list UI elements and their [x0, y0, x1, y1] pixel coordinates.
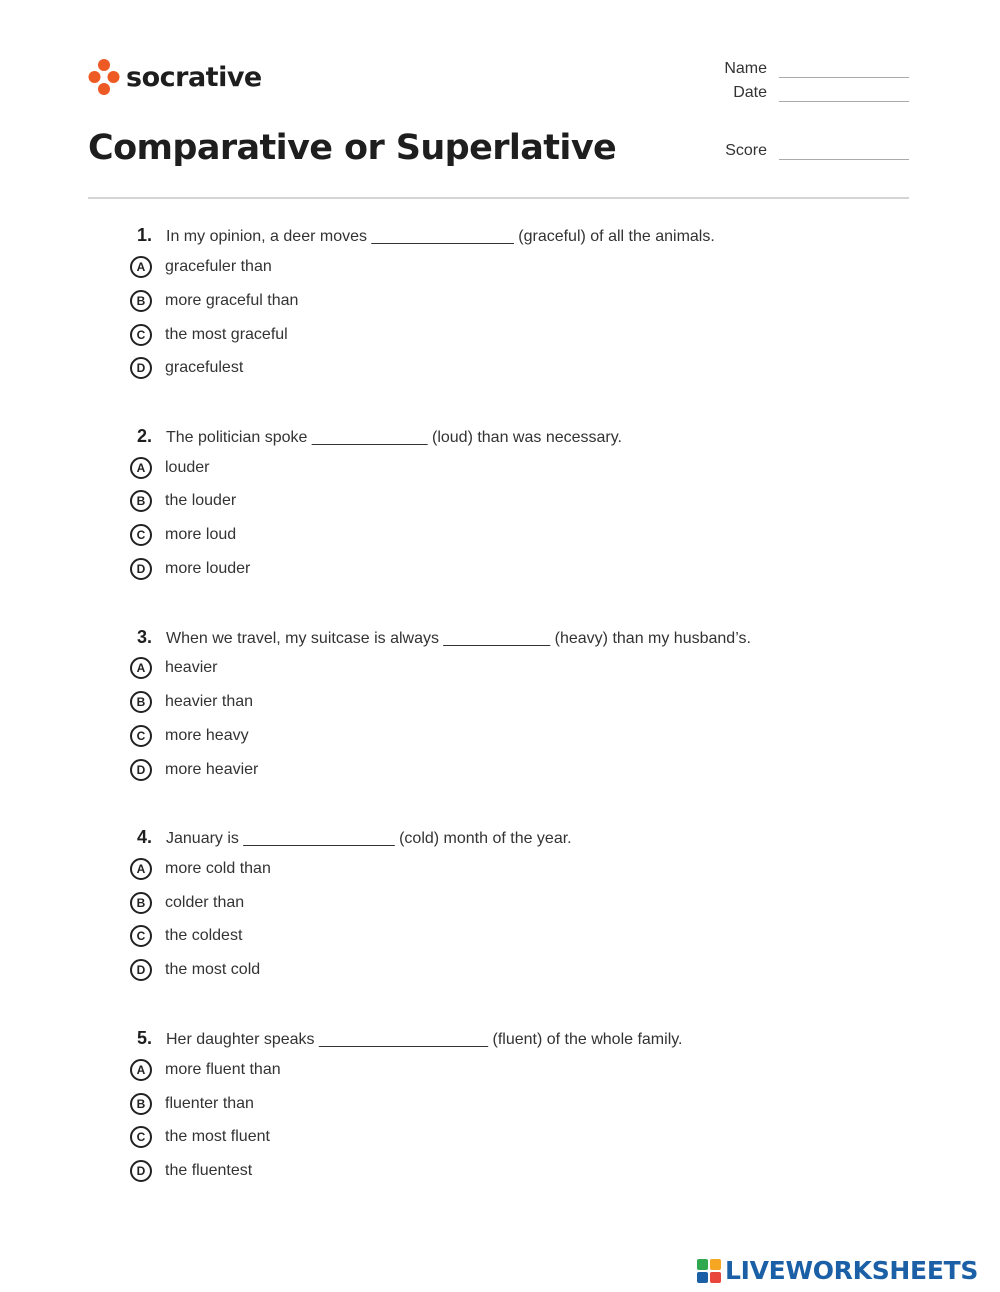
option-a[interactable]	[130, 455, 209, 481]
option-a[interactable]	[130, 655, 217, 681]
option-text: the coldest	[165, 927, 243, 944]
option-text: louder	[165, 459, 210, 476]
option-a[interactable]	[130, 1057, 281, 1083]
brand-name: socrative	[126, 61, 262, 93]
question-number: 4.	[136, 827, 152, 847]
question-1	[130, 225, 890, 376]
option-letter-badge[interactable]: A	[130, 1059, 152, 1081]
option-text: the most fluent	[165, 1128, 270, 1145]
option-letter-badge[interactable]: C	[130, 524, 152, 546]
option-a[interactable]	[130, 856, 271, 882]
question-stem	[130, 225, 890, 248]
option-text: the fluentest	[165, 1162, 253, 1179]
question-stem	[130, 426, 890, 449]
question-text: January is _________________ (cold) month of the year.	[166, 830, 572, 847]
option-letter-badge[interactable]: D	[130, 558, 152, 580]
header-divider	[88, 197, 909, 199]
option-text: more heavy	[165, 727, 249, 744]
option-letter-badge[interactable]: C	[130, 1126, 152, 1148]
option-c[interactable]	[130, 322, 288, 348]
option-d[interactable]	[130, 556, 250, 582]
option-letter-badge[interactable]: B	[130, 290, 152, 312]
option-letter-badge[interactable]: A	[130, 457, 152, 479]
option-c[interactable]	[130, 723, 249, 749]
option-letter-badge[interactable]: B	[130, 892, 152, 914]
score-label: Score	[725, 142, 767, 159]
option-text: the most graceful	[165, 326, 288, 343]
option-c[interactable]	[130, 1124, 270, 1150]
question-3	[130, 627, 890, 778]
score-input-line[interactable]	[779, 143, 909, 160]
option-letter-badge[interactable]: D	[130, 357, 152, 379]
option-b[interactable]	[130, 288, 298, 314]
option-letter-badge[interactable]: C	[130, 324, 152, 346]
name-input-line[interactable]	[779, 61, 909, 78]
date-field[interactable]	[700, 84, 909, 102]
question-2	[130, 426, 890, 577]
option-d[interactable]	[130, 757, 258, 783]
option-text: more graceful than	[165, 292, 299, 309]
option-letter-badge[interactable]: D	[130, 759, 152, 781]
option-text: heavier than	[165, 693, 254, 710]
option-text: more louder	[165, 560, 251, 577]
page-title: Comparative or Superlative	[88, 128, 617, 168]
question-stem	[130, 627, 890, 650]
question-number: 5.	[136, 1028, 152, 1048]
liveworksheets-watermark	[697, 1256, 978, 1285]
option-text: fluenter than	[165, 1095, 254, 1112]
question-text: Her daughter speaks ___________________ (fluent) of the whole family.	[166, 1031, 683, 1048]
option-c[interactable]	[130, 522, 236, 548]
option-text: gracefuler than	[165, 258, 272, 275]
option-letter-badge[interactable]: B	[130, 490, 152, 512]
option-b[interactable]	[130, 1091, 254, 1117]
question-number: 1.	[136, 225, 152, 245]
option-letter-badge[interactable]: B	[130, 691, 152, 713]
name-field[interactable]	[700, 60, 909, 78]
option-letter-badge[interactable]: B	[130, 1093, 152, 1115]
score-field[interactable]	[700, 142, 909, 160]
option-b[interactable]	[130, 689, 253, 715]
socrative-logo	[88, 58, 262, 96]
option-a[interactable]	[130, 254, 272, 280]
question-text: In my opinion, a deer moves ________________ (graceful) of all the animals.	[166, 228, 715, 245]
socrative-hexagon-icon	[88, 58, 120, 96]
option-letter-badge[interactable]: D	[130, 1160, 152, 1182]
option-text: more cold than	[165, 860, 271, 877]
liveworksheets-blocks-icon	[697, 1259, 721, 1283]
question-5	[130, 1028, 890, 1179]
question-4	[130, 827, 890, 978]
option-d[interactable]	[130, 355, 243, 381]
question-text: The politician spoke _____________ (loud) than was necessary.	[166, 429, 622, 446]
option-text: gracefulest	[165, 359, 244, 376]
option-b[interactable]	[130, 890, 244, 916]
question-stem	[130, 1028, 890, 1051]
option-letter-badge[interactable]: C	[130, 725, 152, 747]
question-text: When we travel, my suitcase is always ____________ (heavy) than my husband’s.	[166, 630, 751, 647]
option-letter-badge[interactable]: A	[130, 657, 152, 679]
watermark-text: LIVEWORKSHEETS	[725, 1256, 979, 1285]
option-text: colder than	[165, 894, 245, 911]
option-text: heavier	[165, 659, 218, 676]
option-letter-badge[interactable]: A	[130, 858, 152, 880]
option-letter-badge[interactable]: A	[130, 256, 152, 278]
question-number: 2.	[136, 426, 152, 446]
option-text: more heavier	[165, 761, 259, 778]
option-letter-badge[interactable]: D	[130, 959, 152, 981]
name-label: Name	[724, 60, 767, 77]
option-text: the most cold	[165, 961, 261, 978]
option-c[interactable]	[130, 923, 242, 949]
option-text: the louder	[165, 492, 237, 509]
question-stem	[130, 827, 890, 850]
date-label: Date	[733, 84, 767, 101]
date-input-line[interactable]	[779, 85, 909, 102]
option-letter-badge[interactable]: C	[130, 925, 152, 947]
option-text: more fluent than	[165, 1061, 281, 1078]
option-d[interactable]	[130, 1158, 252, 1184]
option-d[interactable]	[130, 957, 260, 983]
option-text: more loud	[165, 526, 237, 543]
option-b[interactable]	[130, 488, 236, 514]
question-number: 3.	[136, 627, 152, 647]
